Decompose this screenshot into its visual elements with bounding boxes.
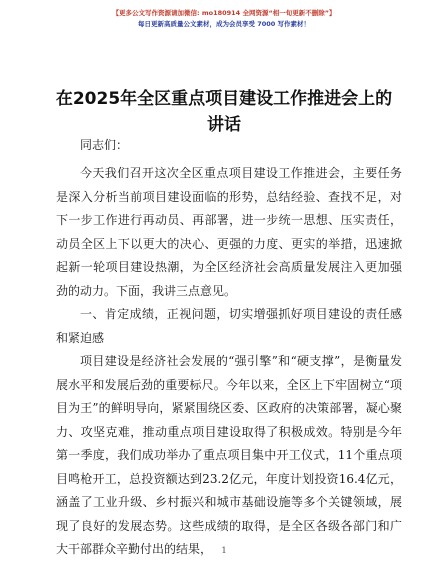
paragraph: 项目建设是经济社会发展的“强引擎”和“硬支撑”，是衡量发展水平和发展后劲的重要标尺。今年以来，全区上下牢固树立“项目为王”的鲜明导向，紧紧围绕区委、区政府的决策部署，凝心聚力、攻坚克难，推动重点项目建设取得了积极成效。特别是今年第一季度，我们成功举办了重点项目集中开工仪式，11个重点项目鸣枪开工，总投资额达到23.2亿元，年度计划投资16.4亿元，涵盖了工业升级、乡村振兴和城市基础设施等多个关键领域，展现了良好的发展态势。这些成绩的取得，是全区各级各部门和广大干部群众辛勤付出的结果，	[56, 354, 402, 556]
document-body	[56, 162, 402, 562]
document-title: 在2025年全区重点项目建设工作推进会上的讲话	[55, 89, 393, 135]
promo-banner	[0, 8, 448, 30]
paragraph: 今天我们召开这次全区重点项目建设工作推进会，主要任务是深入分析当前项目建设面临的形势，总结经验、查找不足，对下一步工作进行再动员、再部署，进一步统一思想、压实责任，动员全区上下以更大的决心、更强的力度、更实的举措，迅速掀起新一轮项目建设热潮，为全区经济社会高质量发展注入更加强劲的动力。下面，我讲三点意见。	[56, 166, 402, 298]
page-number: 1	[221, 546, 227, 555]
section-heading: 一、肯定成绩，正视问题，切实增强抓好项目建设的责任感和紧迫感	[56, 307, 402, 345]
salutation: 同志们：	[80, 138, 129, 152]
banner-line-1: 【更多公文写作资源请加微信: mo180914 全网资源“相一旬更新不删除”】	[112, 9, 336, 17]
banner-line-2: 每日更新高质量公文素材，成为会员享受 7000 写作素材！	[137, 20, 311, 28]
